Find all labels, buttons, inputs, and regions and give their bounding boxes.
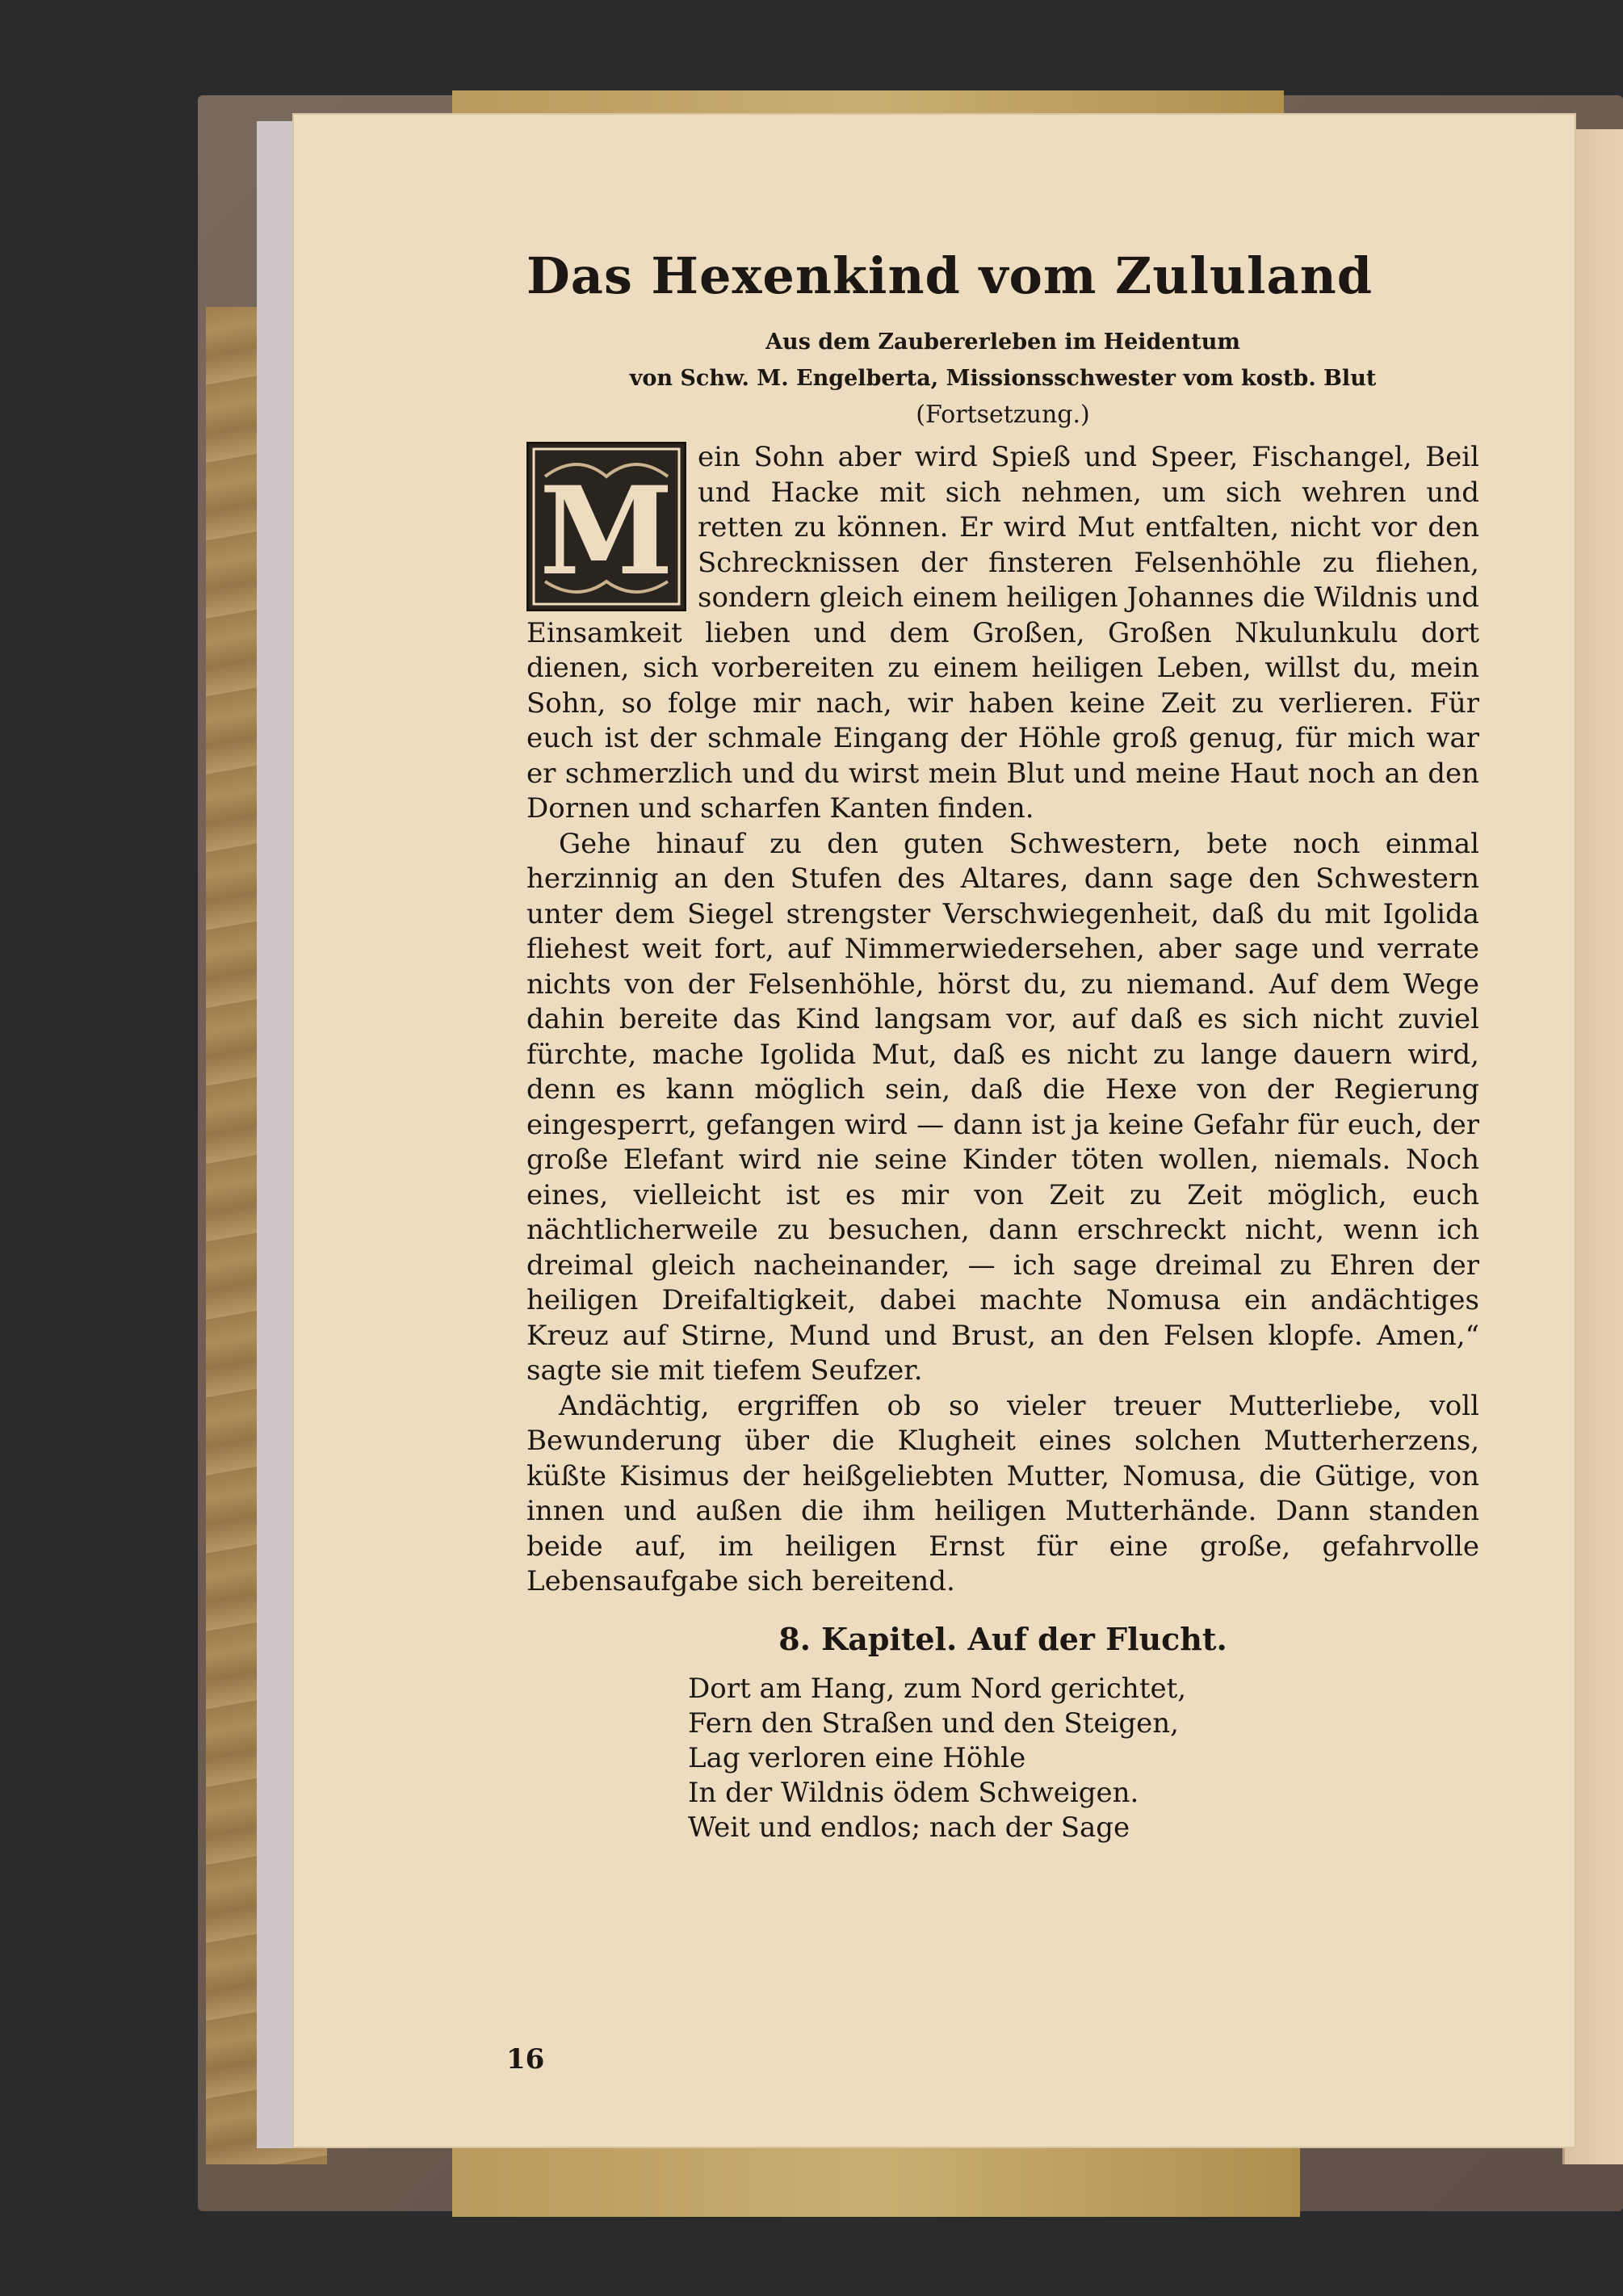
page-content (526, 246, 1479, 1845)
book-page (292, 113, 1576, 2148)
paragraph-2: Gehe hinauf zu den guten Schwestern, bete noch einmal herzinnig an den Stufen des Altares, dann sage den Schwestern unter dem Siegel strengster Verschwiegenheit, daß du mit Igolida fliehest weit fort, auf Nimmerwiedersehen, aber sage und verrate nichts von der Felsenhöhle, hörst du, zu niemand. Auf dem Wege dahin bereite das Kind langsam vor, auf daß es sich nicht zuviel fürchte, mache Igolida Mut, daß es nicht zu lange dauern wird, denn es kann möglich sein, daß die Hexe von der Regierung eingesperrt, gefangen wird — dann ist ja keine Gefahr für euch, der große Elefant wird nie seine Kinder töten wollen, niemals. Noch eines, vielleicht ist es mir von Zeit zu Zeit möglich, euch nächtlicherweile zu besuchen, dann erschreckt nicht, wenn ich dreimal gleich nacheinander, — ich sage dreimal zu Ehren der heiligen Dreifaltigkeit, dabei machte Nomusa ein andächtiges Kreuz auf Stirne, Mund und Brust, an den Felsen klopfe. Amen,“ sagte sie mit tiefem Seufzer. (526, 827, 1479, 1387)
poem-line: Dort am Hang, zum Nord gerichtet, (688, 1672, 1187, 1705)
initial-ornament-icon (529, 444, 684, 609)
poem-line: In der Wildnis ödem Schweigen. (688, 1776, 1139, 1809)
story-subtitle: Aus dem Zaubererleben im Heidentum (765, 329, 1240, 355)
poem-line: Lag verloren eine Höhle (688, 1741, 1026, 1774)
poem-line: Weit und endlos; nach der Sage (688, 1811, 1130, 1844)
poem-line: Fern den Straßen und den Steigen, (688, 1706, 1179, 1740)
cover-marble-bottom (452, 2140, 1300, 2217)
paragraph-3: Andächtig, ergriffen ob so vieler treuer Mutterliebe, voll Bewunderung über die Klugheit eines solchen Mutterherzens, küßte Kisimus der heißgeliebten Mutter, Nomusa, die Gütige, von innen und außen die ihm heiligen Mutterhände. Dann standen beide auf, im heiligen Ernst für eine große, gefahrvolle Lebensaufgabe sich bereitend. (526, 1389, 1479, 1597)
chapter-heading: 8. Kapitel. Auf der Flucht. (778, 1620, 1227, 1657)
story-author: von Schw. M. Engelberta, Missionsschwester vom kostb. Blut (629, 366, 1377, 391)
ornamental-initial (526, 442, 686, 611)
poem (688, 1672, 1479, 1845)
continuation-note: (Fortsetzung.) (916, 401, 1090, 429)
svg-text:M: M (539, 460, 674, 602)
story-title: Das Hexenkind vom Zululand (526, 246, 1373, 305)
story-body (526, 440, 1479, 1600)
paragraph-1: ein Sohn aber wird Spieß und Speer, Fischangel, Beil und Hacke mit sich nehmen, um sich wehren und retten zu können. Er wird Mut entfalten, nicht vor den Schrecknissen der finsteren Felsenhöhle zu fliehen, sondern gleich einem heiligen Johannes die Wildnis und Einsamkeit lieben und dem Großen, Großen Nkulunkulu dort dienen, sich vorbereiten zu einem heiligen Leben, willst du, mein Sohn, so folge mir nach, wir haben keine Zeit zu verlieren. Für euch ist der schmale Eingang der Höhle groß genug, für mich war er schmerzlich und du wirst mein Blut und meine Haut noch an den Dornen und scharfen Kanten finden. (526, 441, 1479, 825)
page-number: 16 (506, 2043, 545, 2076)
